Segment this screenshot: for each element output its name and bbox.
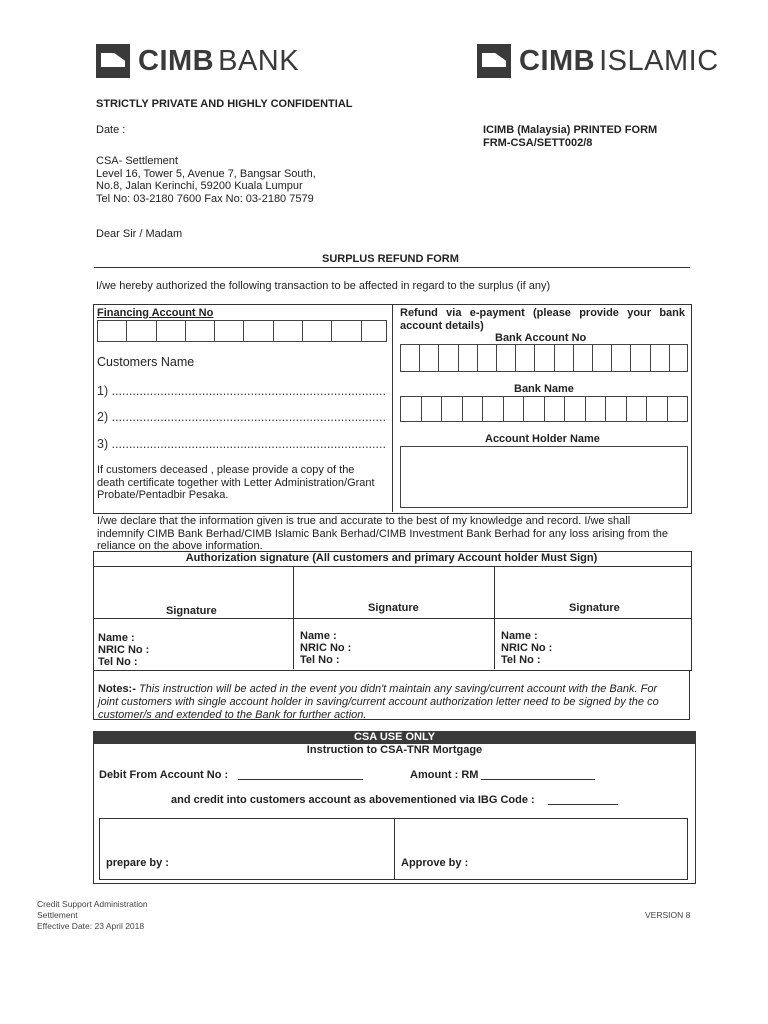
digit-box[interactable] [157, 321, 186, 341]
title-divider [94, 267, 690, 268]
letter-box[interactable] [545, 397, 566, 421]
digit-box[interactable] [420, 345, 439, 371]
digit-box[interactable] [574, 345, 593, 371]
address-line: Tel No: 03-2180 7600 Fax No: 03-2180 7579 [96, 192, 314, 205]
declaration-line: I/we declare that the information given is true and accurate to the best of my knowledge and record. I/we shall [97, 515, 631, 527]
signer-name-label: Name : [501, 630, 538, 642]
letter-box[interactable] [422, 397, 443, 421]
confidential-heading: STRICTLY PRIVATE AND HIGHLY CONFIDENTIAL [96, 98, 353, 110]
signer-nric-label: NRIC No : [98, 644, 150, 656]
prepare-by-label[interactable]: prepare by : [106, 857, 169, 869]
csa-instruction: Instruction to CSA-TNR Mortgage [306, 744, 483, 756]
deceased-note-line: If customers deceased , please provide a copy of the [97, 464, 355, 476]
address-line: No.8, Jalan Kerinchi, 59200 Kuala Lumpur [96, 180, 303, 192]
digit-box[interactable] [535, 345, 554, 371]
digit-box[interactable] [459, 345, 478, 371]
financing-label: Financing Account No [97, 307, 214, 319]
letter-box[interactable] [442, 397, 463, 421]
letter-box[interactable] [565, 397, 586, 421]
digit-box[interactable] [215, 321, 244, 341]
signature-label-2: Signature [368, 602, 419, 614]
signer-tel-label: Tel No : [300, 654, 340, 666]
signer-tel-label: Tel No : [501, 654, 541, 666]
financing-account-boxes[interactable] [97, 320, 387, 342]
signer-details-3 [501, 630, 552, 666]
digit-box[interactable] [303, 321, 332, 341]
intro-text: I/we hereby authorized the following transaction to be affected in regard to the surplus (if any) [96, 280, 551, 292]
customer-line-2[interactable]: 2) ............................................................................... [97, 410, 386, 424]
footer-line: Effective Date: 23 April 2018 [37, 921, 145, 931]
signer-tel-label: Tel No : [98, 656, 138, 668]
bank-name-label: Bank Name [514, 383, 574, 395]
signer-name-label: Name : [98, 632, 135, 644]
customers-name-label: Customers Name [97, 355, 195, 369]
digit-box[interactable] [555, 345, 574, 371]
digit-box[interactable] [516, 345, 535, 371]
digit-box[interactable] [401, 345, 420, 371]
digit-box[interactable] [244, 321, 273, 341]
cimb-bank-logo [96, 44, 299, 78]
account-holder-box[interactable] [400, 446, 688, 508]
refund-heading [400, 307, 685, 332]
signature-heading-divider [93, 566, 691, 567]
digit-box[interactable] [478, 345, 497, 371]
customer-line-3[interactable]: 3) ............................................................................... [97, 437, 386, 451]
bank-name-boxes[interactable] [400, 396, 688, 422]
cimb-logo-icon [96, 44, 130, 78]
credit-label: and credit into customers account as abovementioned via IBG Code : [171, 794, 535, 806]
digit-box[interactable] [670, 345, 687, 371]
digit-box[interactable] [497, 345, 516, 371]
refund-heading-line: Refund via e-payment (please provide your bank [400, 307, 685, 319]
customer-line-1[interactable]: 1) ............................................................................... [97, 384, 386, 398]
approve-by-label[interactable]: Approve by : [401, 857, 469, 869]
cimb-logo-icon [477, 44, 511, 78]
address-block [96, 155, 316, 205]
letter-box[interactable] [586, 397, 607, 421]
signature-label-3: Signature [569, 602, 620, 614]
bank-account-boxes[interactable] [400, 344, 688, 372]
logo-bold-text: CIMB [138, 44, 215, 77]
details-divider [392, 304, 393, 512]
signer-nric-label: NRIC No : [300, 642, 352, 654]
signature-label-1: Signature [166, 605, 217, 617]
deceased-note-line: Probate/Pentadbir Pesaka. [97, 489, 229, 501]
signer-details-2 [300, 630, 351, 666]
letter-box[interactable] [606, 397, 627, 421]
letter-box[interactable] [524, 397, 545, 421]
signer-details-1 [98, 632, 149, 668]
csa-use-only-bar: CSA USE ONLY [93, 731, 696, 744]
letter-box[interactable] [627, 397, 648, 421]
authorization-heading: Authorization signature (All customers and primary Account holder Must Sign) [185, 552, 598, 564]
footer-info [37, 899, 148, 932]
signer-nric-label: NRIC No : [501, 642, 553, 654]
digit-box[interactable] [612, 345, 631, 371]
footer-line: Credit Support Administration [37, 899, 148, 909]
letter-box[interactable] [483, 397, 504, 421]
address-line: CSA- Settlement [96, 155, 178, 167]
notes-box [93, 670, 690, 720]
letter-box[interactable] [401, 397, 422, 421]
notes-line: customer/s and extended to the Bank for further action. [98, 709, 367, 721]
signature-row-divider [93, 618, 691, 619]
debit-label: Debit From Account No : [99, 769, 229, 781]
approval-divider [394, 818, 395, 880]
letter-box[interactable] [647, 397, 668, 421]
digit-box[interactable] [274, 321, 303, 341]
logo-light-text: BANK [218, 44, 300, 77]
date-label: Date : [96, 124, 126, 136]
declaration-line: indemnify CIMB Bank Berhad/CIMB Islamic Bank Berhad/CIMB Investment Bank Berhad for any loss arising from the [97, 527, 669, 540]
form-id-line2: FRM-CSA/SETT002/8 [483, 137, 593, 149]
deceased-note-line: death certificate together with Letter Administration/Grant [97, 476, 375, 489]
digit-box[interactable] [631, 345, 650, 371]
digit-box[interactable] [651, 345, 670, 371]
amount-label: Amount : RM [410, 769, 479, 781]
digit-box[interactable] [127, 321, 156, 341]
debit-account-field[interactable] [238, 767, 363, 780]
bank-account-label: Bank Account No [495, 332, 587, 344]
notes-line: This instruction will be acted in the event you didn't maintain any saving/current account with the Bank. For [135, 683, 658, 695]
signer-name-label: Name : [300, 630, 337, 642]
notes-label: Notes:- [98, 683, 136, 695]
cimb-islamic-logo [477, 44, 719, 78]
digit-box[interactable] [98, 321, 127, 341]
version-label: VERSION 8 [645, 910, 691, 920]
digit-box[interactable] [593, 345, 612, 371]
logo-bold-text: CIMB [519, 44, 596, 77]
form-id-line1: ICIMB (Malaysia) PRINTED FORM [483, 124, 658, 136]
account-holder-label: Account Holder Name [485, 433, 600, 445]
footer-line: Settlement [37, 910, 78, 920]
declaration [97, 515, 689, 553]
refund-heading-line: account details) [400, 319, 484, 332]
deceased-note [97, 464, 389, 502]
letter-box[interactable] [463, 397, 484, 421]
form-title: SURPLUS REFUND FORM [322, 253, 459, 265]
digit-box[interactable] [186, 321, 215, 341]
address-line: Level 16, Tower 5, Avenue 7, Bangsar South, [96, 167, 316, 180]
declaration-line: reliance on the above information. [97, 540, 263, 552]
digit-box[interactable] [362, 321, 386, 341]
digit-box[interactable] [332, 321, 361, 341]
ibg-code-field[interactable] [548, 792, 618, 805]
digit-box[interactable] [439, 345, 458, 371]
salutation: Dear Sir / Madam [96, 228, 183, 240]
logo-light-text: ISLAMIC [599, 44, 719, 77]
letter-box[interactable] [504, 397, 525, 421]
notes-line: joint customers with single account holder in saving/current account authorization letter need to be signed by the co [98, 696, 659, 708]
amount-field[interactable] [481, 767, 595, 780]
letter-box[interactable] [668, 397, 688, 421]
